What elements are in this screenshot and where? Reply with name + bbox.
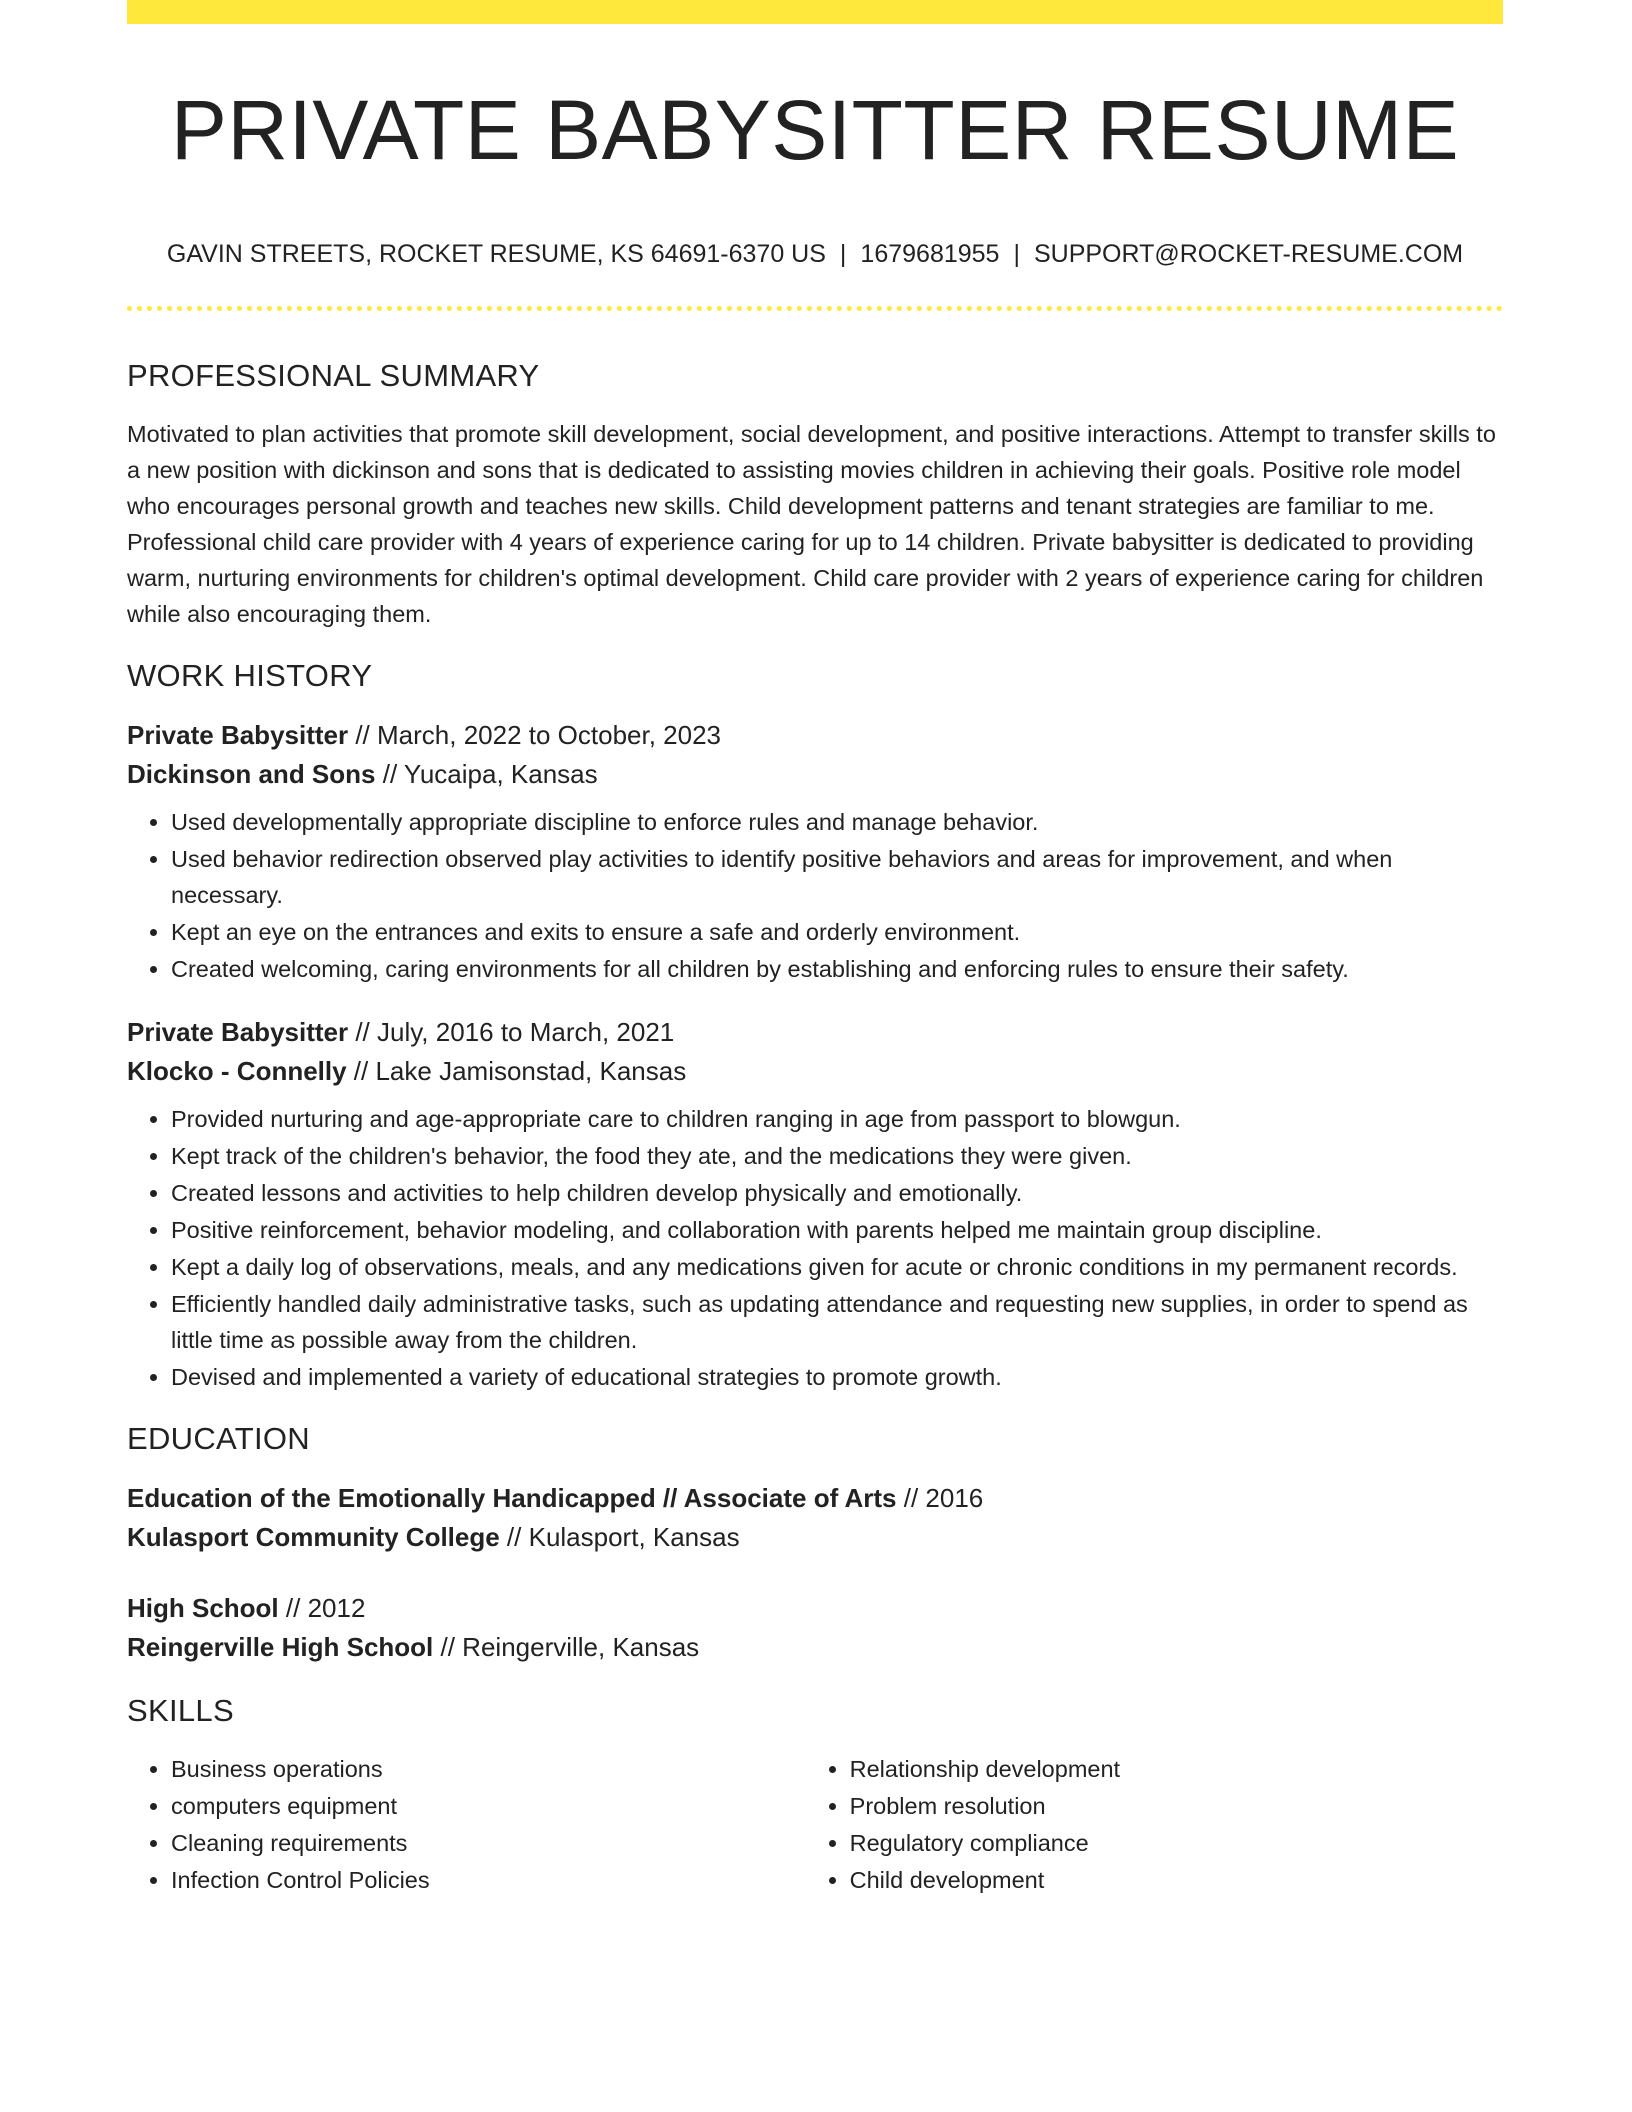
job-bullet: • Efficiently handled daily administrative tasks, such as updating attendance and requesting new supplies, in order to spend as little time as possible away from the children. [171,1286,1503,1358]
summary-heading: PROFESSIONAL SUMMARY [127,358,540,393]
degree-line [127,1589,1503,1628]
job-bullet: • Kept an eye on the entrances and exits to ensure a safe and orderly environment. [171,914,1503,950]
job-title: Private Babysitter [127,720,349,750]
skill-item: • Problem resolution [850,1788,1503,1824]
school-location: // Kulasport, Kansas [499,1522,740,1552]
phone: 1679681955 [860,240,1000,268]
job-title: Private Babysitter [127,1017,349,1047]
job-entry [127,1013,1503,1395]
accent-bar [127,0,1503,24]
summary-text: Motivated to plan activities that promote skill development, social development, and positive interactions. Attempt to transfer skills to a new position with dickinson and sons that is dedicated to assisting movies children in achieving their goals. Positive role model who encourages personal growth and teaches new skills. Child development patterns and tenant strategies are familiar to me. Professional child care provider with 4 years of experience caring for up to 14 children. Private babysitter is dedicated to providing warm, nurturing environments for children's optimal development. Child care provider with 2 years of experience caring for children while also encouraging them. [127,421,1496,627]
job-bullet: • Kept a daily log of observations, meals, and any medications given for acute or chronic conditions in my permanent records. [171,1249,1503,1285]
job-location: // Lake Jamisonstad, Kansas [346,1056,687,1086]
dotted-divider [127,306,1503,311]
separator: | [839,240,847,268]
skill-item: • Child development [850,1862,1503,1898]
job-bullet: • Created lessons and activities to help children develop physically and emotionally. [171,1175,1503,1211]
job-bullet: • Provided nurturing and age-appropriate care to children ranging in age from passport to blowgun. [171,1101,1503,1137]
job-bullet: • Devised and implemented a variety of educational strategies to promote growth. [171,1359,1503,1395]
job-company: Dickinson and Sons [127,759,376,789]
skill-item: • Cleaning requirements [171,1825,806,1861]
contact-line [127,236,1503,272]
skill-item: • Relationship development [850,1751,1503,1787]
degree-line [127,1479,1503,1518]
skill-item: • Business operations [171,1751,806,1787]
school-name: Reingerville High School [127,1632,434,1662]
job-title-line [127,716,1503,755]
skill-item: • computers equipment [171,1788,806,1824]
school-line [127,1518,1503,1557]
job-bullets [127,804,1503,987]
separator: | [1013,240,1020,268]
graduation-year: // 2016 [896,1483,984,1513]
email-link[interactable]: SUPPORT@ROCKET-RESUME.COM [1033,240,1464,268]
school-line [127,1628,1503,1667]
resume-title: PRIVATE BABYSITTER RESUME [170,83,1460,177]
work-history-heading: WORK HISTORY [127,658,373,693]
skills-list-right [806,1751,1503,1899]
resume-body [127,350,1503,1899]
degree: Education of the Emotionally Handicapped // Associate of Arts [127,1483,897,1513]
education-entry [127,1479,1503,1557]
job-bullet: • Used developmentally appropriate discipline to enforce rules and manage behavior. [171,804,1503,840]
job-dates: // July, 2016 to March, 2021 [348,1017,675,1047]
address: GAVIN STREETS, ROCKET RESUME, KS 64691-6370 US [166,240,826,268]
job-company-line [127,755,1503,794]
skills-columns [127,1751,1503,1899]
job-bullet: • Used behavior redirection observed play activities to identify positive behaviors and areas for improvement, and when necessary. [171,841,1503,913]
job-bullet: • Created welcoming, caring environments for all children by establishing and enforcing rules to ensure their safety. [171,951,1503,987]
job-company-line [127,1052,1503,1091]
education-entry [127,1589,1503,1667]
education-heading: EDUCATION [127,1421,310,1456]
job-dates: // March, 2022 to October, 2023 [348,720,721,750]
skill-item: • Infection Control Policies [171,1862,806,1898]
job-company: Klocko - Connelly [127,1056,347,1086]
job-bullet: • Kept track of the children's behavior, the food they ate, and the medications they were given. [171,1138,1503,1174]
job-location: // Yucaipa, Kansas [375,759,598,789]
school-location: // Reingerville, Kansas [433,1632,700,1662]
job-bullet: • Positive reinforcement, behavior modeling, and collaboration with parents helped me maintain group discipline. [171,1212,1503,1248]
job-bullets [127,1101,1503,1395]
school-name: Kulasport Community College [127,1522,500,1552]
skills-list-left [127,1751,806,1899]
job-title-line [127,1013,1503,1052]
skill-item: • Regulatory compliance [850,1825,1503,1861]
job-entry [127,716,1503,987]
graduation-year: // 2012 [278,1593,366,1623]
degree: High School [127,1593,279,1623]
skills-heading: SKILLS [127,1693,234,1728]
